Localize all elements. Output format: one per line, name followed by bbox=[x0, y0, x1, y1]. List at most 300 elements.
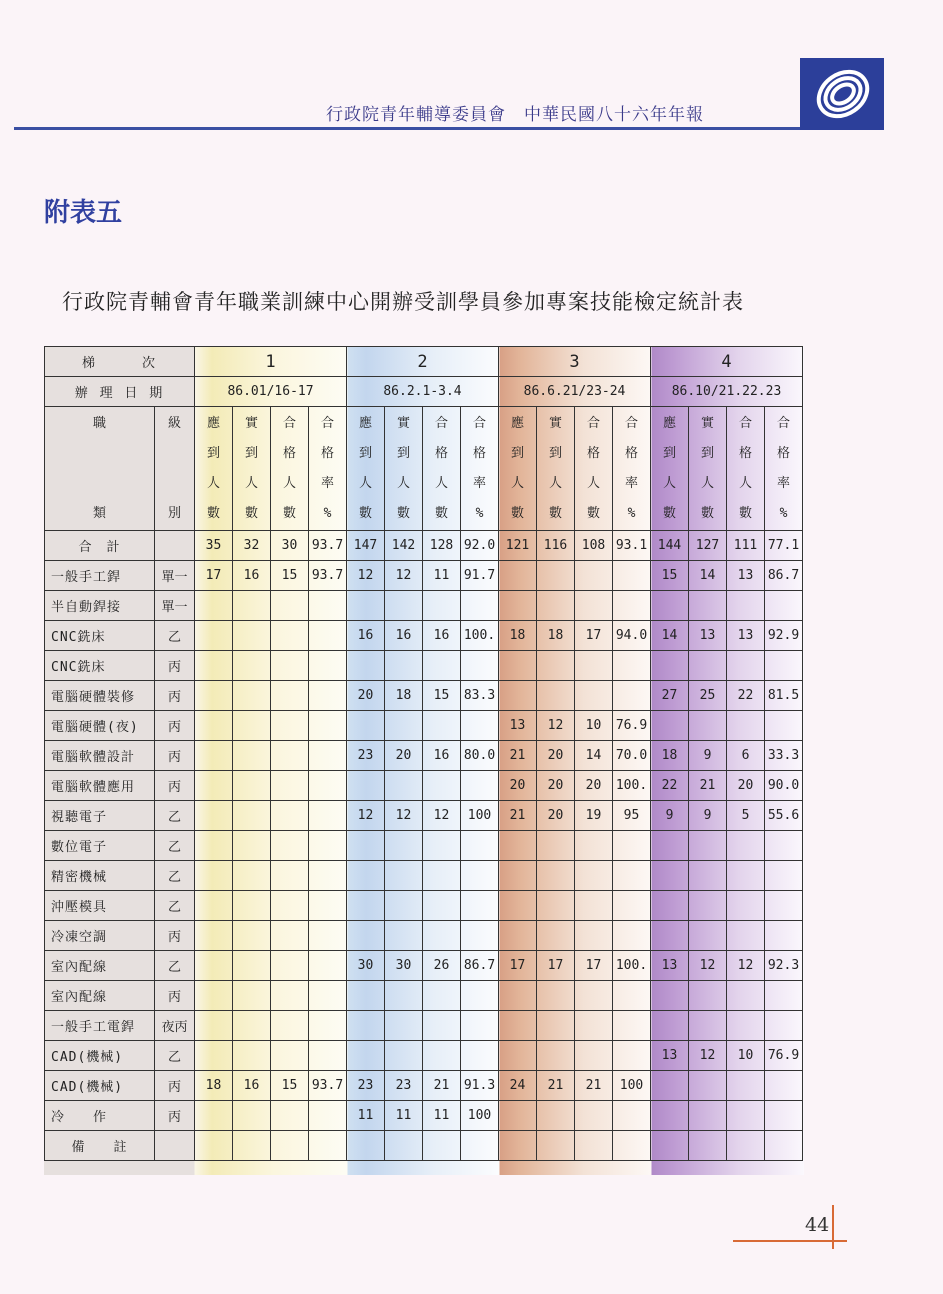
data-cell: 9 bbox=[651, 801, 689, 831]
data-cell bbox=[347, 771, 385, 801]
data-cell: 15 bbox=[651, 561, 689, 591]
data-cell bbox=[309, 981, 347, 1011]
data-cell: 80.0 bbox=[461, 741, 499, 771]
data-cell: 12 bbox=[689, 1041, 727, 1071]
data-cell: 20 bbox=[537, 741, 575, 771]
table-row bbox=[45, 741, 803, 771]
data-cell bbox=[385, 861, 423, 891]
data-cell bbox=[613, 681, 651, 711]
column-header: 合 格 率 % bbox=[613, 407, 651, 531]
level: 丙 bbox=[155, 921, 195, 951]
level bbox=[155, 1131, 195, 1161]
batch-number: 4 bbox=[651, 347, 803, 377]
data-cell: 94.0 bbox=[613, 621, 651, 651]
data-cell: 21 bbox=[575, 1071, 613, 1101]
data-cell bbox=[537, 861, 575, 891]
job-category: CAD(機械) bbox=[45, 1041, 155, 1071]
data-cell bbox=[461, 921, 499, 951]
data-cell bbox=[385, 1131, 423, 1161]
data-cell bbox=[461, 891, 499, 921]
data-cell bbox=[499, 981, 537, 1011]
data-cell: 18 bbox=[651, 741, 689, 771]
data-cell bbox=[195, 861, 233, 891]
data-cell bbox=[765, 651, 803, 681]
table-row bbox=[45, 591, 803, 621]
data-cell bbox=[689, 921, 727, 951]
data-cell bbox=[499, 1041, 537, 1071]
job-category: 電腦軟體設計 bbox=[45, 741, 155, 771]
data-cell bbox=[309, 831, 347, 861]
data-cell: 20 bbox=[499, 771, 537, 801]
data-cell bbox=[423, 1041, 461, 1071]
data-cell bbox=[309, 1131, 347, 1161]
job-category: 數位電子 bbox=[45, 831, 155, 861]
data-cell: 17 bbox=[499, 951, 537, 981]
data-cell: 30 bbox=[271, 531, 309, 561]
data-cell: 19 bbox=[575, 801, 613, 831]
table-row bbox=[45, 981, 803, 1011]
data-cell: 13 bbox=[689, 621, 727, 651]
data-cell bbox=[195, 1101, 233, 1131]
data-cell bbox=[233, 1041, 271, 1071]
data-cell bbox=[689, 711, 727, 741]
data-cell: 23 bbox=[347, 1071, 385, 1101]
data-cell bbox=[613, 981, 651, 1011]
batch-row bbox=[45, 347, 803, 377]
data-cell bbox=[423, 1131, 461, 1161]
data-cell bbox=[271, 591, 309, 621]
data-cell bbox=[195, 831, 233, 861]
data-cell bbox=[271, 1131, 309, 1161]
table-row bbox=[45, 1131, 803, 1161]
data-cell: 17 bbox=[195, 561, 233, 591]
data-cell bbox=[651, 1011, 689, 1041]
column-header: 實 到 人 數 bbox=[233, 407, 271, 531]
data-cell bbox=[309, 951, 347, 981]
data-cell bbox=[233, 891, 271, 921]
data-cell: 21 bbox=[499, 801, 537, 831]
data-cell: 16 bbox=[233, 561, 271, 591]
data-cell: 77.1 bbox=[765, 531, 803, 561]
level: 丙 bbox=[155, 1071, 195, 1101]
data-cell bbox=[233, 921, 271, 951]
data-cell bbox=[575, 891, 613, 921]
data-cell: 121 bbox=[499, 531, 537, 561]
data-cell bbox=[765, 921, 803, 951]
data-cell: 32 bbox=[233, 531, 271, 561]
data-cell bbox=[233, 1011, 271, 1041]
data-cell: 111 bbox=[727, 531, 765, 561]
job-category: 合 計 bbox=[45, 531, 155, 561]
stats-table bbox=[44, 346, 803, 1161]
data-cell: 16 bbox=[423, 621, 461, 651]
level: 丙 bbox=[155, 711, 195, 741]
data-cell bbox=[613, 651, 651, 681]
data-cell bbox=[271, 741, 309, 771]
data-cell bbox=[537, 1101, 575, 1131]
table-row bbox=[45, 681, 803, 711]
job-category-header: 職 類 bbox=[45, 407, 155, 531]
data-cell bbox=[233, 831, 271, 861]
data-cell bbox=[499, 1101, 537, 1131]
data-cell bbox=[385, 1041, 423, 1071]
data-cell: 100. bbox=[461, 621, 499, 651]
data-cell bbox=[575, 651, 613, 681]
data-cell bbox=[651, 921, 689, 951]
column-header: 合 格 人 數 bbox=[271, 407, 309, 531]
data-cell bbox=[499, 831, 537, 861]
data-cell bbox=[195, 981, 233, 1011]
data-cell: 127 bbox=[689, 531, 727, 561]
data-cell bbox=[195, 591, 233, 621]
data-cell: 21 bbox=[423, 1071, 461, 1101]
data-cell bbox=[613, 1041, 651, 1071]
level: 乙 bbox=[155, 1041, 195, 1071]
data-cell bbox=[309, 681, 347, 711]
job-category: 冷凍空調 bbox=[45, 921, 155, 951]
table-row bbox=[45, 861, 803, 891]
page-number: 44 bbox=[805, 1214, 830, 1236]
data-cell: 16 bbox=[347, 621, 385, 651]
data-cell: 18 bbox=[537, 621, 575, 651]
data-cell: 15 bbox=[423, 681, 461, 711]
table-row bbox=[45, 531, 803, 561]
data-cell bbox=[727, 921, 765, 951]
data-cell: 12 bbox=[347, 801, 385, 831]
column-header: 合 格 人 數 bbox=[423, 407, 461, 531]
data-cell: 20 bbox=[537, 801, 575, 831]
level: 乙 bbox=[155, 861, 195, 891]
data-cell bbox=[385, 831, 423, 861]
data-cell: 147 bbox=[347, 531, 385, 561]
data-cell bbox=[347, 591, 385, 621]
column-header: 合 格 人 數 bbox=[727, 407, 765, 531]
data-cell: 17 bbox=[575, 951, 613, 981]
data-cell bbox=[765, 1071, 803, 1101]
data-cell bbox=[575, 831, 613, 861]
data-cell: 15 bbox=[271, 561, 309, 591]
data-cell bbox=[233, 951, 271, 981]
data-cell bbox=[347, 1131, 385, 1161]
data-cell: 86.7 bbox=[765, 561, 803, 591]
data-cell bbox=[233, 711, 271, 741]
data-cell: 13 bbox=[727, 621, 765, 651]
data-cell bbox=[461, 1011, 499, 1041]
data-cell: 22 bbox=[727, 681, 765, 711]
data-cell bbox=[195, 1041, 233, 1071]
data-cell bbox=[575, 861, 613, 891]
data-cell: 14 bbox=[689, 561, 727, 591]
batch-number: 2 bbox=[347, 347, 499, 377]
data-cell bbox=[727, 1011, 765, 1041]
data-cell bbox=[309, 891, 347, 921]
data-cell bbox=[689, 891, 727, 921]
data-cell bbox=[271, 1041, 309, 1071]
data-cell bbox=[461, 591, 499, 621]
data-cell bbox=[233, 861, 271, 891]
data-cell bbox=[689, 651, 727, 681]
data-cell bbox=[309, 621, 347, 651]
data-cell: 81.5 bbox=[765, 681, 803, 711]
job-category: 室內配線 bbox=[45, 951, 155, 981]
data-cell bbox=[385, 771, 423, 801]
data-cell bbox=[575, 591, 613, 621]
data-cell: 27 bbox=[651, 681, 689, 711]
data-cell bbox=[727, 591, 765, 621]
data-cell bbox=[765, 1101, 803, 1131]
data-cell: 12 bbox=[347, 561, 385, 591]
table-title: 行政院青輔會青年職業訓練中心開辦受訓學員參加專案技能檢定統計表 bbox=[62, 290, 744, 314]
data-cell bbox=[423, 711, 461, 741]
table-row bbox=[45, 1011, 803, 1041]
data-cell bbox=[309, 1101, 347, 1131]
level-header: 級 別 bbox=[155, 407, 195, 531]
data-cell: 76.9 bbox=[765, 1041, 803, 1071]
data-cell: 9 bbox=[689, 801, 727, 831]
data-cell: 100. bbox=[613, 951, 651, 981]
data-cell: 30 bbox=[385, 951, 423, 981]
data-cell bbox=[195, 681, 233, 711]
data-cell bbox=[423, 891, 461, 921]
data-cell bbox=[765, 861, 803, 891]
data-cell bbox=[195, 1011, 233, 1041]
data-cell: 20 bbox=[347, 681, 385, 711]
data-cell bbox=[689, 1131, 727, 1161]
data-cell bbox=[271, 891, 309, 921]
date-row bbox=[45, 377, 803, 407]
job-category: 一般手工電銲 bbox=[45, 1011, 155, 1041]
data-cell bbox=[499, 1011, 537, 1041]
data-cell: 11 bbox=[423, 1101, 461, 1131]
data-cell bbox=[347, 891, 385, 921]
data-cell bbox=[347, 1041, 385, 1071]
data-cell bbox=[233, 771, 271, 801]
data-cell bbox=[613, 561, 651, 591]
data-cell: 13 bbox=[651, 951, 689, 981]
data-cell bbox=[309, 921, 347, 951]
column-header: 應 到 人 數 bbox=[347, 407, 385, 531]
data-cell: 17 bbox=[575, 621, 613, 651]
data-cell bbox=[575, 1101, 613, 1131]
data-cell bbox=[613, 861, 651, 891]
data-cell: 93.7 bbox=[309, 531, 347, 561]
data-cell: 12 bbox=[537, 711, 575, 741]
job-category: 一般手工銲 bbox=[45, 561, 155, 591]
data-cell bbox=[537, 891, 575, 921]
data-cell: 21 bbox=[689, 771, 727, 801]
data-cell: 76.9 bbox=[613, 711, 651, 741]
level: 單一 bbox=[155, 561, 195, 591]
data-cell bbox=[651, 831, 689, 861]
data-cell bbox=[195, 741, 233, 771]
data-cell: 21 bbox=[537, 1071, 575, 1101]
batch-number: 1 bbox=[195, 347, 347, 377]
data-cell bbox=[727, 651, 765, 681]
data-cell bbox=[613, 891, 651, 921]
data-cell bbox=[271, 801, 309, 831]
data-cell bbox=[537, 1011, 575, 1041]
data-cell: 91.3 bbox=[461, 1071, 499, 1101]
data-cell bbox=[347, 861, 385, 891]
column-header: 應 到 人 數 bbox=[651, 407, 689, 531]
data-cell bbox=[461, 651, 499, 681]
data-cell: 93.7 bbox=[309, 561, 347, 591]
batch-date: 86.10/21.22.23 bbox=[651, 377, 803, 407]
data-cell bbox=[195, 801, 233, 831]
data-cell: 12 bbox=[385, 561, 423, 591]
data-cell bbox=[195, 951, 233, 981]
data-cell bbox=[271, 711, 309, 741]
data-cell bbox=[309, 711, 347, 741]
table-row bbox=[45, 1041, 803, 1071]
header-rule bbox=[14, 127, 804, 130]
column-header: 實 到 人 數 bbox=[537, 407, 575, 531]
data-cell bbox=[461, 861, 499, 891]
data-cell bbox=[613, 591, 651, 621]
data-cell bbox=[727, 891, 765, 921]
data-cell bbox=[575, 921, 613, 951]
data-cell: 18 bbox=[195, 1071, 233, 1101]
column-header: 合 格 率 % bbox=[765, 407, 803, 531]
data-cell bbox=[309, 1041, 347, 1071]
data-cell: 20 bbox=[575, 771, 613, 801]
data-cell bbox=[271, 1011, 309, 1041]
job-category: CNC銑床 bbox=[45, 621, 155, 651]
data-cell: 92.3 bbox=[765, 951, 803, 981]
data-cell: 14 bbox=[575, 741, 613, 771]
data-cell bbox=[727, 981, 765, 1011]
data-cell: 24 bbox=[499, 1071, 537, 1101]
data-cell bbox=[423, 831, 461, 861]
data-cell bbox=[613, 1131, 651, 1161]
table-row bbox=[45, 891, 803, 921]
data-cell bbox=[233, 1131, 271, 1161]
column-header: 實 到 人 數 bbox=[689, 407, 727, 531]
data-cell: 90.0 bbox=[765, 771, 803, 801]
data-cell bbox=[499, 591, 537, 621]
data-cell bbox=[537, 681, 575, 711]
data-cell: 20 bbox=[727, 771, 765, 801]
data-cell: 100. bbox=[613, 771, 651, 801]
batch-number: 3 bbox=[499, 347, 651, 377]
data-cell: 100 bbox=[613, 1071, 651, 1101]
data-cell bbox=[423, 981, 461, 1011]
data-cell: 13 bbox=[499, 711, 537, 741]
data-cell bbox=[689, 981, 727, 1011]
data-cell: 18 bbox=[385, 681, 423, 711]
data-cell bbox=[575, 561, 613, 591]
data-cell bbox=[461, 1041, 499, 1071]
data-cell bbox=[385, 981, 423, 1011]
data-cell: 9 bbox=[689, 741, 727, 771]
level: 乙 bbox=[155, 831, 195, 861]
data-cell bbox=[537, 1041, 575, 1071]
data-cell bbox=[575, 1131, 613, 1161]
data-cell bbox=[309, 771, 347, 801]
data-cell bbox=[765, 831, 803, 861]
date-label: 辦 理 日 期 bbox=[45, 377, 195, 407]
data-cell bbox=[537, 651, 575, 681]
data-cell: 22 bbox=[651, 771, 689, 801]
data-cell bbox=[385, 921, 423, 951]
data-cell: 23 bbox=[347, 741, 385, 771]
data-cell: 16 bbox=[385, 621, 423, 651]
data-cell bbox=[347, 981, 385, 1011]
data-cell bbox=[499, 891, 537, 921]
data-cell bbox=[233, 651, 271, 681]
data-cell bbox=[271, 1101, 309, 1131]
table-row bbox=[45, 561, 803, 591]
column-header: 合 格 率 % bbox=[461, 407, 499, 531]
data-cell bbox=[537, 561, 575, 591]
data-cell bbox=[727, 1101, 765, 1131]
data-cell bbox=[271, 651, 309, 681]
data-cell bbox=[385, 711, 423, 741]
data-cell: 10 bbox=[727, 1041, 765, 1071]
data-cell bbox=[385, 651, 423, 681]
data-cell bbox=[765, 981, 803, 1011]
data-cell: 108 bbox=[575, 531, 613, 561]
data-cell: 15 bbox=[271, 1071, 309, 1101]
data-cell bbox=[461, 1131, 499, 1161]
data-cell bbox=[461, 831, 499, 861]
level: 丙 bbox=[155, 981, 195, 1011]
data-cell bbox=[347, 651, 385, 681]
data-cell bbox=[575, 1011, 613, 1041]
data-cell bbox=[309, 801, 347, 831]
data-cell bbox=[499, 1131, 537, 1161]
data-cell: 93.7 bbox=[309, 1071, 347, 1101]
column-header: 應 到 人 數 bbox=[195, 407, 233, 531]
job-category: 備 註 bbox=[45, 1131, 155, 1161]
data-cell bbox=[575, 681, 613, 711]
column-header: 實 到 人 數 bbox=[385, 407, 423, 531]
data-cell bbox=[233, 801, 271, 831]
data-cell bbox=[385, 591, 423, 621]
table-row bbox=[45, 951, 803, 981]
column-header-row bbox=[45, 407, 803, 531]
data-cell bbox=[195, 771, 233, 801]
level: 夜丙 bbox=[155, 1011, 195, 1041]
data-cell bbox=[423, 861, 461, 891]
job-category: 視聽電子 bbox=[45, 801, 155, 831]
data-cell bbox=[575, 981, 613, 1011]
data-cell bbox=[613, 1101, 651, 1131]
header-text: 行政院青年輔導委員會 中華民國八十六年年報 bbox=[326, 105, 704, 125]
data-cell bbox=[689, 861, 727, 891]
job-category: 電腦軟體應用 bbox=[45, 771, 155, 801]
data-cell bbox=[195, 711, 233, 741]
data-cell bbox=[765, 591, 803, 621]
batch-date: 86.01/16-17 bbox=[195, 377, 347, 407]
data-cell bbox=[727, 861, 765, 891]
job-category: 電腦硬體裝修 bbox=[45, 681, 155, 711]
level: 丙 bbox=[155, 741, 195, 771]
data-cell bbox=[423, 1011, 461, 1041]
data-cell: 92.0 bbox=[461, 531, 499, 561]
data-cell: 92.9 bbox=[765, 621, 803, 651]
data-cell: 21 bbox=[499, 741, 537, 771]
level: 乙 bbox=[155, 891, 195, 921]
data-cell bbox=[537, 591, 575, 621]
data-cell: 33.3 bbox=[765, 741, 803, 771]
data-cell: 11 bbox=[423, 561, 461, 591]
data-cell bbox=[195, 1131, 233, 1161]
data-cell bbox=[575, 1041, 613, 1071]
data-cell bbox=[271, 921, 309, 951]
data-cell: 12 bbox=[423, 801, 461, 831]
data-cell bbox=[347, 831, 385, 861]
